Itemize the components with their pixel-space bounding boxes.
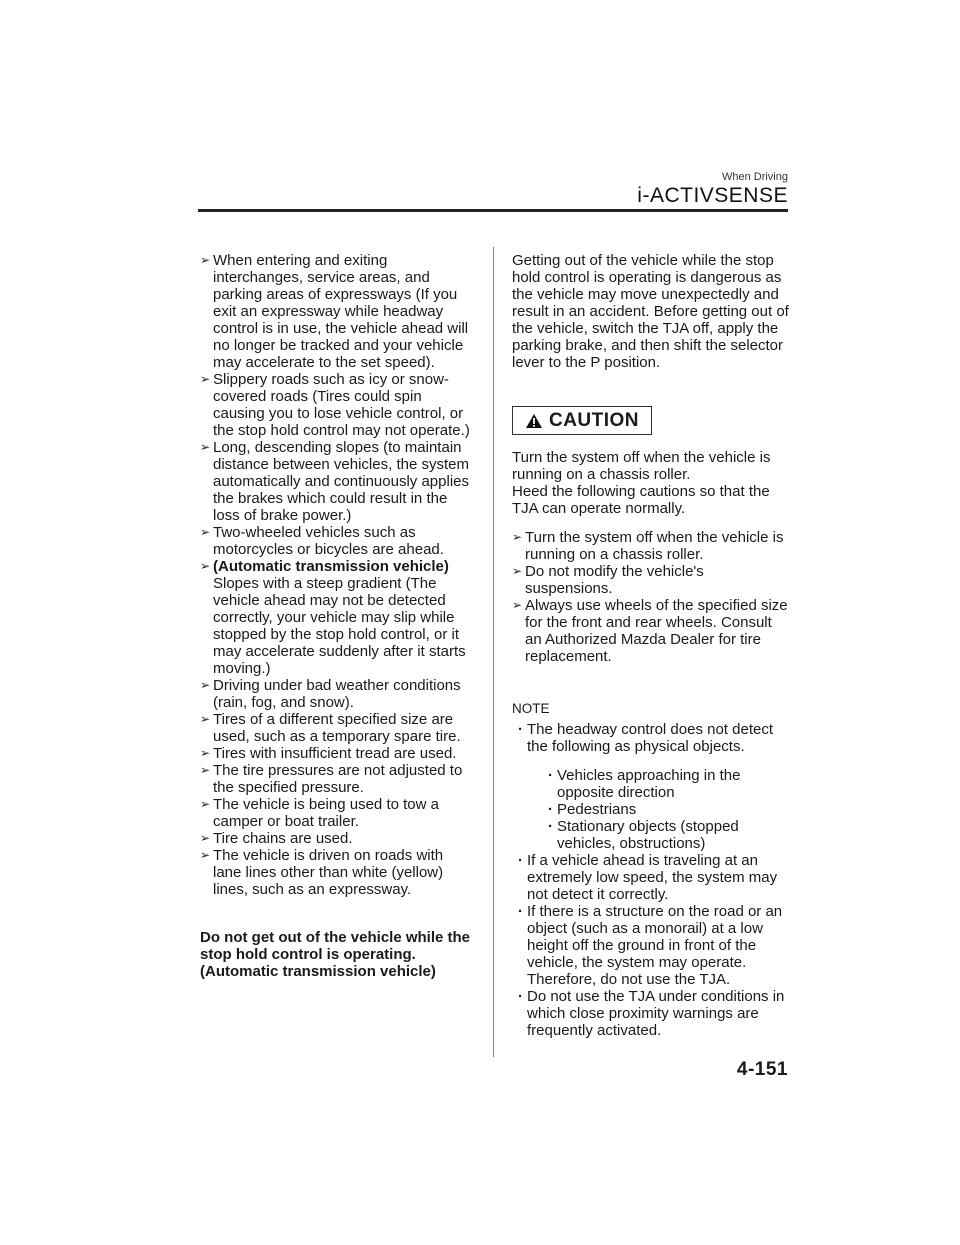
- section-label: When Driving: [721, 171, 788, 183]
- condition-text: Tire chains are used.: [213, 830, 353, 847]
- caution-line-1: Turn the system off when the vehicle is running on a chassis roller.: [512, 449, 771, 483]
- condition-text: The vehicle is driven on roads with lane lines other than white (yellow) lines, such as an expressway.: [213, 847, 444, 898]
- left-column: [200, 252, 475, 980]
- condition-text: Tires with insufficient tread are used.: [213, 745, 457, 762]
- condition-text: The tire pressures are not adjusted to the specified pressure.: [213, 762, 463, 796]
- condition-item: [200, 796, 475, 830]
- condition-item: [200, 558, 475, 677]
- page-number: 4-151: [736, 1059, 788, 1080]
- condition-text: Slopes with a steep gradient (The vehicle ahead may not be detected correctly, your vehicle may slip while stopped by the stop hold control, or it may accelerate suddenly after it starts moving.): [213, 575, 466, 677]
- note-item: · If a vehicle ahead is traveling at an extremely low speed, the system may not detect it correctly.: [512, 852, 790, 903]
- note-item: [512, 721, 790, 852]
- condition-text: The vehicle is being used to tow a camper or boat trailer.: [213, 796, 439, 830]
- caution-item: ➢ Do not modify the vehicle's suspensions.: [512, 563, 790, 597]
- condition-item: [200, 252, 475, 371]
- caution-item: ➢ Turn the system off when the vehicle is running on a chassis roller.: [512, 529, 790, 563]
- note-sub-item: · Pedestrians: [542, 801, 790, 818]
- page-title: i-ACTIVSENSE: [637, 184, 788, 207]
- caution-item: ➢ Always use wheels of the specified size for the front and rear wheels. Consult an Authorized Mazda Dealer for tire replacement.: [512, 597, 790, 665]
- condition-item: [200, 371, 475, 439]
- note-item: · Do not use the TJA under conditions in which close proximity warnings are frequently activated.: [512, 988, 790, 1039]
- conditions-list: [200, 252, 475, 898]
- condition-item: [200, 762, 475, 796]
- warning-triangle-icon: [525, 413, 543, 429]
- note-item: · If there is a structure on the road or an object (such as a monorail) at a low height off the ground in front of the vehicle, the system may operate. Therefore, do not use the TJA.: [512, 903, 790, 988]
- condition-text: Driving under bad weather conditions (rain, fog, and snow).: [213, 677, 461, 711]
- condition-text: Two-wheeled vehicles such as motorcycles or bicycles are ahead.: [213, 524, 444, 558]
- note-sub-item: · Stationary objects (stopped vehicles, obstructions): [542, 818, 790, 852]
- note-list: [512, 721, 790, 1039]
- condition-item: [200, 745, 475, 762]
- condition-text: When entering and exiting interchanges, service areas, and parking areas of expressways (If you exit an expressway while headway control is in use, the vehicle ahead will no longer be tracked and your vehicle may accelerate to the set speed).: [213, 252, 469, 371]
- condition-text: Tires of a different specified size are used, such as a temporary spare tire.: [213, 711, 461, 745]
- condition-item: [200, 439, 475, 524]
- note-item-text: The headway control does not detect the following as physical objects.: [527, 721, 773, 755]
- warning-heading: Do not get out of the vehicle while the stop hold control is operating. (Automatic transmission vehicle): [200, 929, 471, 980]
- note-sub-item: · Vehicles approaching in the opposite direction: [542, 767, 790, 801]
- condition-text: Slippery roads such as icy or snow-covered roads (Tires could spin causing you to lose vehicle control, or the stop hold control may not operate.): [213, 371, 470, 439]
- condition-item: [200, 524, 475, 558]
- header-rule: [198, 209, 788, 212]
- caution-list: [512, 529, 790, 665]
- caution-text: [512, 449, 790, 517]
- condition-item: [200, 847, 475, 898]
- note-label: NOTE: [512, 701, 550, 716]
- column-divider: [493, 247, 494, 1057]
- condition-item: [200, 711, 475, 745]
- caution-label-box: [512, 406, 652, 435]
- warning-body: Getting out of the vehicle while the stop hold control is operating is dangerous as the vehicle may move unexpectedly and result in an accident. Before getting out of the vehicle, switch the TJA off, apply the parking brake, and then shift the selector lever to the P position.: [512, 252, 789, 371]
- condition-text: Long, descending slopes (to maintain distance between vehicles, the system automatically and continuously applies the brakes which could result in the loss of brake power.): [213, 439, 469, 524]
- right-column: [512, 252, 790, 1039]
- condition-item: [200, 677, 475, 711]
- note-sub-list: [527, 767, 790, 852]
- condition-item: [200, 830, 475, 847]
- caution-label: CAUTION: [548, 410, 640, 431]
- condition-prefix: ➢ (Automatic transmission vehicle): [213, 558, 449, 575]
- caution-line-2: Heed the following cautions so that the TJA can operate normally.: [512, 483, 770, 517]
